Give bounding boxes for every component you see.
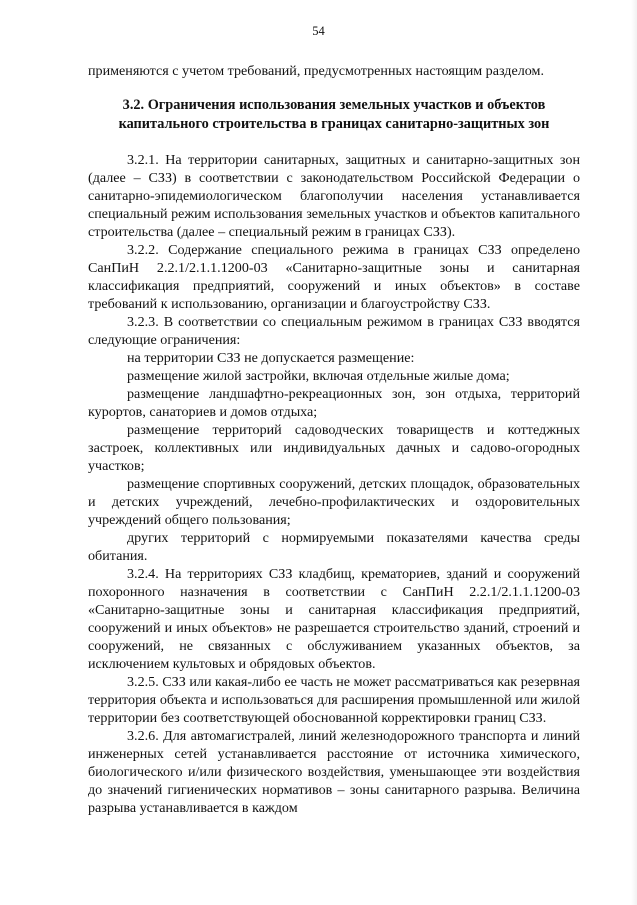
paragraph-3-2-1: 3.2.1. На территории санитарных, защитных и санитарно-защитных зон (далее – СЗЗ) в соответствии с законодательством Российской Федерации о санитарно-эпидемиологическом благополучии населения устанавливается специальный режим использования земельных участков и объектов капитального строительства (далее – специальный режим в границах СЗЗ). [88, 152, 580, 240]
restriction-item: размещение территорий садоводческих товариществ и коттеджных застроек, коллективных или индивидуальных дачных и садово-огородных участков; [88, 422, 580, 474]
restrictions-intro: на территории СЗЗ не допускается размещение: [127, 350, 415, 366]
section-heading-line-1: 3.2. Ограничения использования земельных участков и объектов [122, 97, 546, 113]
continuation-text: применяются с учетом требований, предусмотренных настоящим разделом. [88, 63, 544, 79]
restriction-item: размещение спортивных сооружений, детских площадок, образовательных и детских учреждений, лечебно-профилактических и оздоровительных учреждений общего пользования; [88, 476, 580, 528]
paragraph-3-2-4: 3.2.4. На территориях СЗЗ кладбищ, крематориев, зданий и сооружений похоронного назначения в соответствии с СанПиН 2.2.1/2.1.1.1200-03 «Санитарно-защитные зоны и санитарная классификация предприятий, сооружений и иных объектов» не разрешается строительство зданий, строений и сооружений, не связанных с обслуживанием указанных объектов, за исключением культовых и обрядовых объектов. [88, 566, 580, 672]
paragraph-3-2-5: 3.2.5. СЗЗ или какая-либо ее часть не может рассматриваться как резервная территория объекта и использоваться для расширения промышленной или жилой территории без соответствующей обоснованной корректировки границ СЗЗ. [88, 674, 580, 726]
paragraph-3-2-2: 3.2.2. Содержание специального режима в границах СЗЗ определено СанПиН 2.2.1/2.1.1.1200-03 «Санитарно-защитные зоны и санитарная классификация предприятий, сооружений и иных объектов» в составе требований к использованию, организации и благоустройству СЗЗ. [88, 242, 580, 312]
scan-edge [631, 0, 637, 905]
section-heading-line-2: капитального строительства в границах санитарно-защитных зон [118, 116, 550, 132]
page-number: 54 [312, 24, 325, 38]
paragraph-3-2-6: 3.2.6. Для автомагистралей, линий железнодорожного транспорта и линий инженерных сетей устанавливается расстояние от источника химического, биологического и/или физического воздействия, уменьшающее эти воздействия до значений гигиенических нормативов – зоны санитарного разрыва. Величина разрыва устанавливается в каждом [88, 728, 580, 816]
restriction-item: размещение жилой застройки, включая отдельные жилые дома; [127, 368, 510, 384]
restriction-item: других территорий с нормируемыми показателями качества среды обитания. [88, 530, 580, 564]
paragraph-3-2-3: 3.2.3. В соответствии со специальным режимом в границах СЗЗ вводятся следующие ограничения: [88, 314, 580, 348]
restriction-item: размещение ландшафтно-рекреационных зон, зон отдыха, территорий курортов, санаториев и домов отдыха; [88, 386, 580, 420]
section-heading [88, 96, 580, 134]
document-body [88, 62, 580, 817]
